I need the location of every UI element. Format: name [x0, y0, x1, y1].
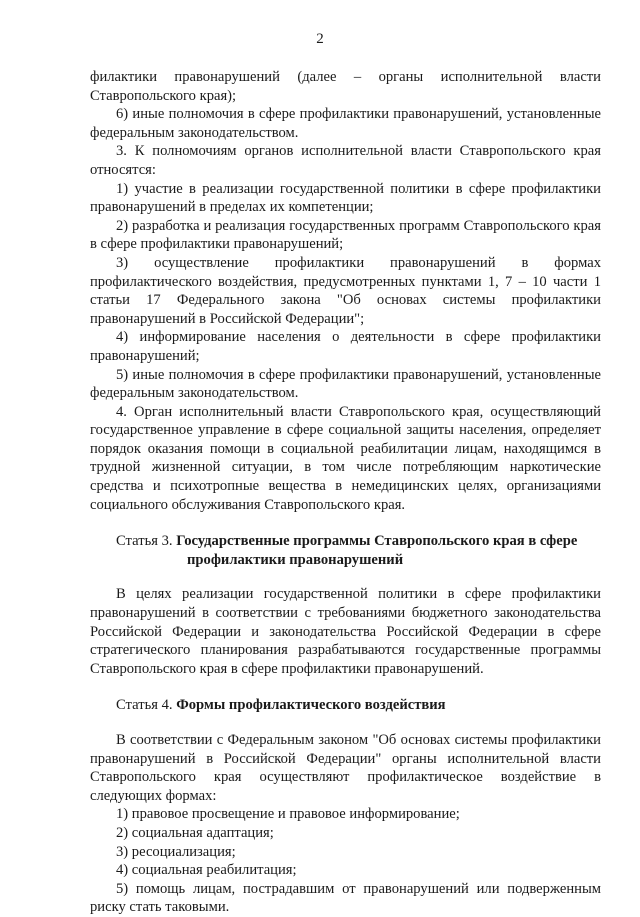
paragraph: 4. Орган исполнительный власти Ставропольского края, осуществляющий государственное управление в сфере социальной защиты населения, определяет порядок оказания помощи в социальной реабилитации лицам, находящимся в трудной жизненной ситуации, в том числе потребляющим наркотические средства и психотропные вещества в немедицинских целях, организациями социального обслуживания Ставропольского края.	[90, 403, 601, 513]
article-title: Государственные программы Ставропольского края в сфере профилактики правонарушений	[176, 533, 578, 568]
paragraph: 1) участие в реализации государственной политики в сфере профилактики правонарушений в пределах их компетенции;	[90, 180, 601, 216]
article-3-heading	[90, 532, 601, 569]
paragraph: В целях реализации государственной политики в сфере профилактики правонарушений в соответствии с требованиями бюджетного законодательства Российской Федерации и законодательства Российской Федерации в сфере стратегического планирования разрабатываются государственные программы Ставропольского края в сфере профилактики правонарушений.	[90, 586, 601, 677]
document-body	[90, 68, 601, 917]
list-item: 5) помощь лицам, пострадавшим от правонарушений или подверженным риску стать таковыми.	[90, 880, 601, 916]
top-section	[90, 68, 601, 514]
paragraph: 6) иные полномочия в сфере профилактики правонарушений, установленные федеральным законодательством.	[90, 106, 601, 141]
article-4-heading	[90, 696, 601, 715]
paragraph: 2) разработка и реализация государственных программ Ставропольского края в сфере профилактики правонарушений;	[90, 217, 601, 253]
paragraph: В соответствии с Федеральным законом "Об основах системы профилактики правонарушений в Российской Федерации" органы исполнительной власти Ставропольского края осуществляют профилактическое воздействие в следующих формах:	[90, 732, 601, 804]
list-item: 3) ресоциализация;	[116, 843, 236, 860]
list-item: 4) социальная реабилитация;	[116, 862, 297, 879]
article-label: Статья 4.	[116, 697, 173, 714]
paragraph: 3. К полномочиям органов исполнительной власти Ставропольского края относятся:	[90, 143, 601, 178]
paragraph: 5) иные полномочия в сфере профилактики правонарушений, установленные федеральным законодательством.	[90, 366, 601, 402]
paragraph: 3) осуществление профилактики правонарушений в формах профилактического воздействия, предусмотренных пунктами 1, 7 – 10 части 1 статьи 17 Федерального закона "Об основах системы профилактики правонарушений в Российской Федерации";	[90, 254, 601, 327]
paragraph: 4) информирование населения о деятельности в сфере профилактики правонарушений;	[90, 329, 601, 364]
article-label: Статья 3.	[116, 533, 173, 550]
list-item: 1) правовое просвещение и правовое информирование;	[116, 806, 460, 823]
list-item: 2) социальная адаптация;	[116, 824, 274, 841]
page-number: 2	[316, 31, 324, 47]
article-title: Формы профилактического воздействия	[176, 697, 446, 714]
paragraph: филактики правонарушений (далее – органы исполнительной власти Ставропольского края);	[90, 69, 601, 104]
